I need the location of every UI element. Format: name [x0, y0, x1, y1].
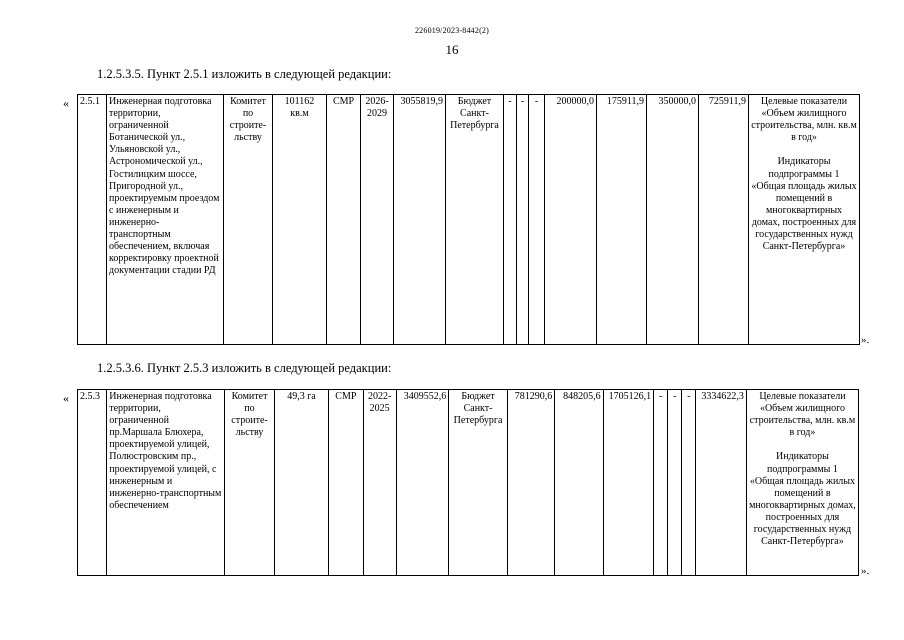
capacity: 49,3 га — [274, 390, 328, 576]
program-table-1 — [77, 94, 860, 345]
capacity: 101162 кв.м — [273, 95, 327, 345]
total-cost: 3055819,9 — [394, 95, 446, 345]
document-number: 226019/2023-8442(2) — [414, 26, 489, 35]
table-row — [78, 95, 860, 345]
year-value-6: 350000,0 — [647, 95, 699, 345]
open-quote-1: « — [63, 96, 69, 110]
work-type: СМР — [329, 390, 363, 576]
period: 2026-2029 — [361, 95, 394, 345]
work-type: СМР — [327, 95, 361, 345]
clause-heading-2: 1.2.5.3.6. Пункт 2.5.3 изложить в следующей редакции: — [97, 361, 392, 375]
item-name: Инженерная подготовка территории, ограниченной Ботанической ул., Ульяновской ул., Астрономической ул., Гостилицким шоссе, Пригородной ул., проектируемым проездом с инженерным и инженерно-транспортным обеспечением, включая корректировку проектной документации стадии РД — [107, 95, 224, 345]
customer: Комитет по строите-льству — [225, 390, 274, 576]
item-number: 2.5.1 — [78, 95, 107, 345]
program-table-2 — [77, 389, 859, 576]
open-quote-2: « — [63, 391, 69, 405]
table-row — [78, 390, 859, 576]
year-value-5: 175911,9 — [597, 95, 647, 345]
close-quote-1: ». — [861, 334, 870, 346]
customer: Комитет по строите-льству — [224, 95, 273, 345]
year-value-2: 848205,6 — [555, 390, 603, 576]
year-value-3: 1705126,1 — [603, 390, 653, 576]
year-value-7: 3334622,3 — [696, 390, 746, 576]
total-cost: 3409552,6 — [396, 390, 448, 576]
period: 2022-2025 — [363, 390, 396, 576]
clause-heading-1: 1.2.5.3.5. Пункт 2.5.1 изложить в следующей редакции: — [97, 67, 392, 81]
indicators: Целевые показатели «Объем жилищного строительства, млн. кв.м в год» Индикаторы подпрограммы 1 «Общая площадь жилых помещений в многоквартирных домах, построенных для государственных нужд Санкт-Петербурга» — [749, 95, 860, 345]
indicators: Целевые показатели «Объем жилищного строительства, млн. кв.м в год» Индикаторы подпрограммы 1 «Общая площадь жилых помещений в многоквартирных домах, построенных для государственных нужд Санкт-Петербурга» — [746, 390, 858, 576]
item-name: Инженерная подготовка территории, ограниченной пр.Маршала Блюхера, проектируемой улицей, Полюстровским пр., проектируемой улицей, с инженерным и инженерно-транспортным обеспечением — [107, 390, 225, 576]
year-value-1: - — [504, 95, 517, 345]
page-number: 16 — [445, 42, 459, 57]
item-number: 2.5.3 — [78, 390, 107, 576]
year-value-4: 200000,0 — [545, 95, 597, 345]
funding-source: Бюджет Санкт-Петербурга — [449, 390, 508, 576]
close-quote-2: ». — [861, 565, 870, 577]
year-value-2: - — [517, 95, 529, 345]
funding-source: Бюджет Санкт-Петербурга — [446, 95, 504, 345]
year-value-6: - — [682, 390, 696, 576]
year-value-3: - — [529, 95, 545, 345]
year-value-4: - — [654, 390, 668, 576]
year-value-7: 725911,9 — [699, 95, 749, 345]
year-value-1: 781290,6 — [507, 390, 554, 576]
year-value-5: - — [668, 390, 682, 576]
